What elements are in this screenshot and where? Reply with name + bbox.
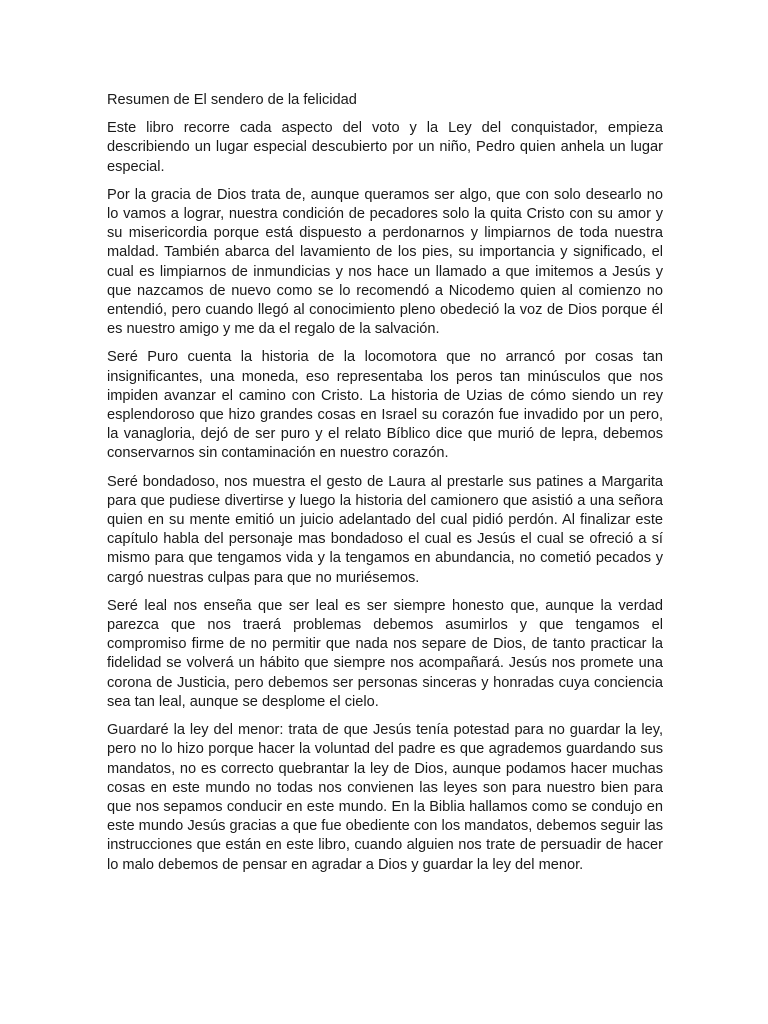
paragraph-guardare-ley: Guardaré la ley del menor: trata de que Jesús tenía potestad para no guardar la ley, pero no lo hizo porque hacer la voluntad del padre es que agrademos guardando sus mandatos, no es correcto quebrantar la ley de Dios, aunque podamos hacer muchas cosas en este mundo no todas nos convienen las leyes son para nuestro bien para que nos sepamos conducir en este mundo. En la Biblia hallamos como se condujo en este mundo Jesús gracias a que fue obediente con los mandatos, debemos seguir las instrucciones que están en este libro, cuando alguien nos trate de persuadir de hacer lo malo debemos de pensar en agradar a Dios y guardar la ley del menor. <box>107 722 663 873</box>
document-page <box>107 91 663 884</box>
paragraph-sere-puro: Seré Puro cuenta la historia de la locomotora que no arrancó por cosas tan insignificantes, una moneda, eso representaba los peros tan minúsculos que nos impiden avanzar el camino con Cristo. La historia de Uzias de cómo siendo un rey esplendoroso que hizo grandes cosas en Israel su corazón fue invadido por un pero, la vanagloria, dejó de ser puro y el relato Bíblico dice que murió de lepra, debemos conservarnos sin contaminación en nuestro corazón. <box>107 349 663 462</box>
paragraph-sere-leal: Seré leal nos enseña que ser leal es ser siempre honesto que, aunque la verdad parezca que nos traerá problemas debemos asumirlos y que tengamos el compromiso firme de no permitir que nada nos separe de Dios, de tanto practicar la fidelidad se volverá un hábito que siempre nos acompañará. Jesús nos promete una corona de Justicia, pero debemos ser personas sinceras y honradas cuya conciencia sea tan leal, aunque se desplome el cielo. <box>107 597 663 710</box>
paragraph-por-la-gracia: Por la gracia de Dios trata de, aunque queramos ser algo, que con solo desearlo no lo vamos a lograr, nuestra condición de pecadores solo la quita Cristo con su amor y su misericordia porque está dispuesto a perdonarnos y limpiarnos de toda nuestra maldad. También abarca del lavamiento de los pies, su importancia y significado, el cual es limpiarnos de inmundicias y nos hace un llamado a que imitemos a Jesús y que nazcamos de nuevo como se lo recomendó a Nicodemo quien al comienzo no entendió, pero cuando llegó al conocimiento pleno obedeció la voz de Dios porque él es nuestro amigo y me da el regalo de la salvación. <box>107 186 663 338</box>
paragraph-sere-bondadoso: Seré bondadoso, nos muestra el gesto de Laura al prestarle sus patines a Margarita para que pudiese divertirse y luego la historia del camionero que asistió a una señora quien en su mente emitió un juicio adelantado del cual pidió perdón. Al finalizar este capítulo habla del personaje mas bondadoso el cual es Jesús el cual se ofreció a sí mismo para que tengamos vida y la tengamos en abundancia, no cometió pecados y cargó nuestras culpas para que no muriésemos. <box>107 473 663 586</box>
paragraph-intro: Este libro recorre cada aspecto del voto y la Ley del conquistador, empieza describiendo un lugar especial descubierto por un niño, Pedro quien anhela un lugar especial. <box>107 120 663 175</box>
document-title: Resumen de El sendero de la felicidad <box>107 92 357 108</box>
